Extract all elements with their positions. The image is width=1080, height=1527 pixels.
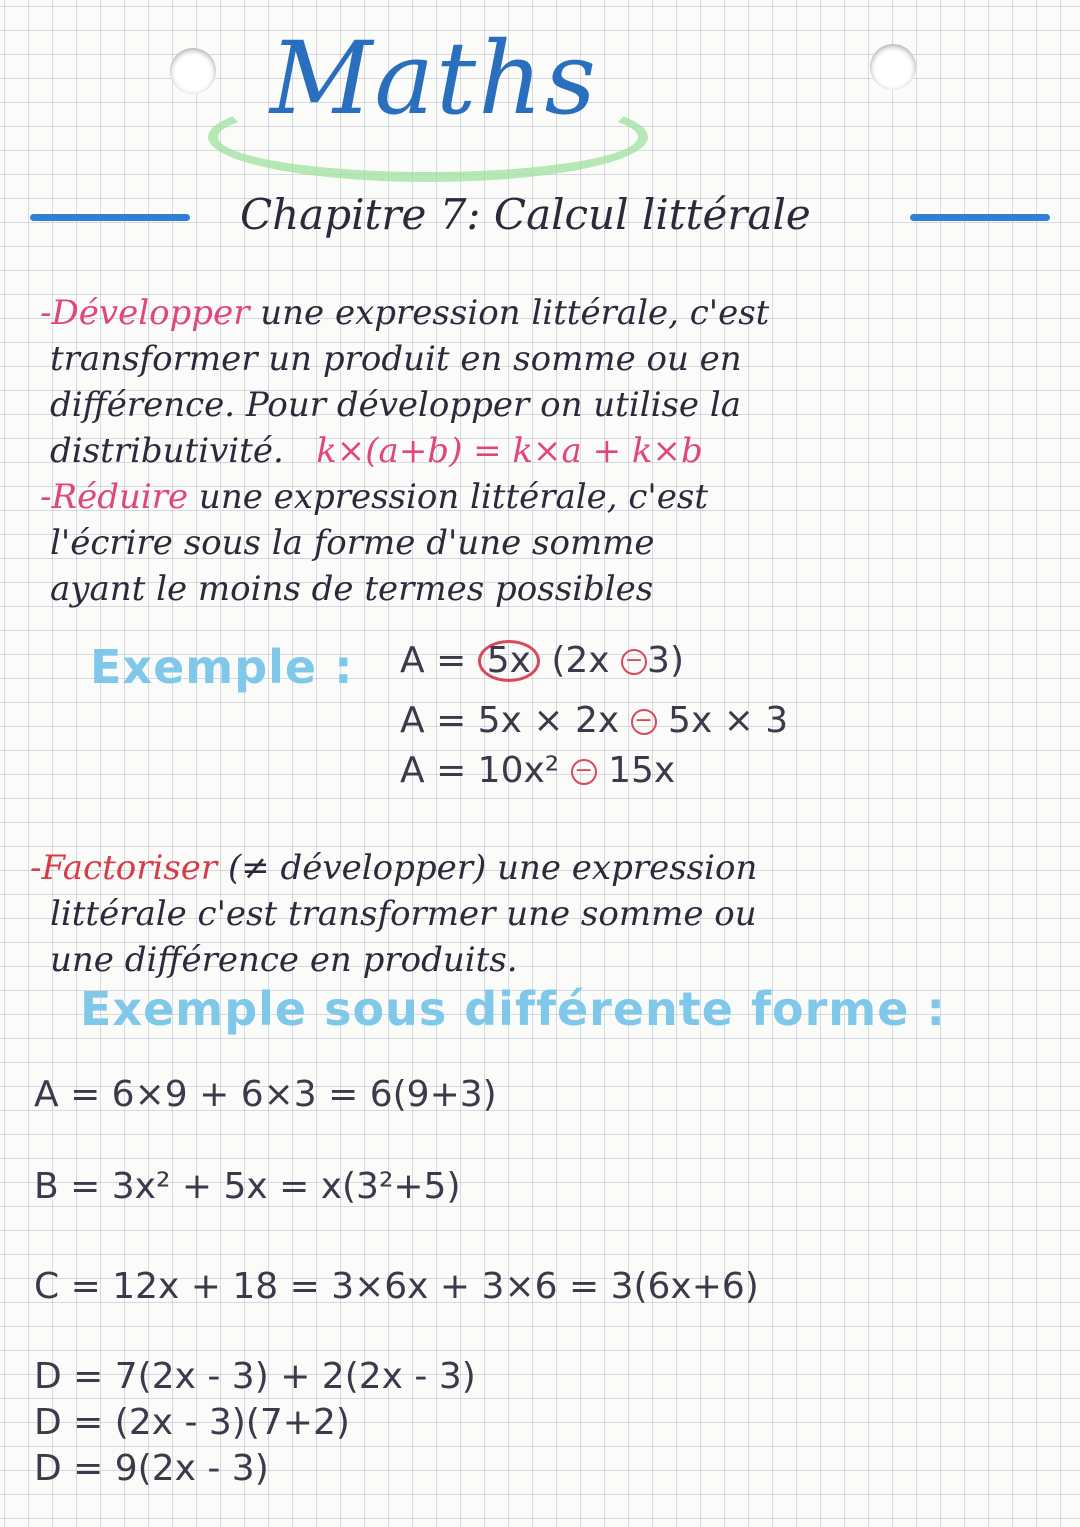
reduce-definition bbox=[40, 474, 708, 612]
circled-minus-icon: − bbox=[621, 649, 647, 675]
example1-l3-a: A = 10x² bbox=[400, 750, 571, 791]
example2-D1: D = 7(2x - 3) + 2(2x - 3) bbox=[34, 1356, 476, 1397]
circled-minus-icon: − bbox=[631, 709, 657, 735]
reduce-line2: l'écrire sous la forme d'une somme bbox=[50, 523, 655, 563]
distributivity-formula: k×(a+b) = k×a + k×b bbox=[316, 431, 703, 471]
example2-B: B = 3x² + 5x = x(3²+5) bbox=[34, 1166, 461, 1207]
punch-hole-left bbox=[170, 48, 216, 94]
example1-l2-b: 5x × 3 bbox=[656, 700, 789, 741]
example1-l1-b: (2x bbox=[539, 640, 622, 681]
example2-D2: D = (2x - 3)(7+2) bbox=[34, 1402, 350, 1443]
chapter-line-left bbox=[30, 214, 190, 221]
factor-line3: une différence en produits. bbox=[50, 940, 518, 980]
page-title: Maths bbox=[270, 20, 598, 137]
example-label: Exemple : bbox=[90, 640, 354, 694]
develop-line4: distributivité. bbox=[50, 431, 284, 471]
circled-minus-icon: − bbox=[571, 759, 597, 785]
example1-l1-a: A = bbox=[400, 640, 478, 681]
develop-term: -Développer bbox=[40, 293, 250, 333]
develop-line3: différence. Pour développer on utilise la bbox=[50, 385, 741, 425]
example1-line2 bbox=[400, 700, 788, 741]
chapter-line-right bbox=[910, 214, 1050, 221]
example1-l3-b: 15x bbox=[596, 750, 676, 791]
example1-line3 bbox=[400, 750, 675, 791]
example1-l1-c: 3) bbox=[647, 640, 684, 681]
develop-line1: une expression littérale, c'est bbox=[249, 293, 770, 333]
punch-hole-right bbox=[870, 44, 916, 90]
factor-term: -Factoriser bbox=[30, 848, 218, 888]
develop-line2: transformer un produit en somme ou en bbox=[50, 339, 742, 379]
example2-D3: D = 9(2x - 3) bbox=[34, 1448, 269, 1489]
reduce-line3: ayant le moins de termes possibles bbox=[50, 569, 654, 609]
example1-l2-a: A = 5x × 2x bbox=[400, 700, 631, 741]
factor-definition bbox=[30, 845, 757, 983]
factor-line2: littérale c'est transformer une somme ou bbox=[50, 894, 757, 934]
example1-line1 bbox=[400, 640, 684, 682]
example1-circled-term: 5x bbox=[478, 640, 540, 682]
reduce-line1: une expression littérale, c'est bbox=[188, 477, 708, 517]
reduce-term: -Réduire bbox=[40, 477, 189, 517]
factor-line1: (≠ développer) une expression bbox=[217, 848, 758, 888]
chapter-header bbox=[30, 190, 1050, 250]
example2-label: Exemple sous différente forme : bbox=[80, 982, 946, 1036]
example2-C: C = 12x + 18 = 3×6x + 3×6 = 3(6x+6) bbox=[34, 1266, 759, 1307]
example2-A: A = 6×9 + 6×3 = 6(9+3) bbox=[34, 1074, 497, 1115]
develop-definition bbox=[40, 290, 769, 474]
chapter-title: Chapitre 7: Calcul littérale bbox=[240, 190, 811, 239]
